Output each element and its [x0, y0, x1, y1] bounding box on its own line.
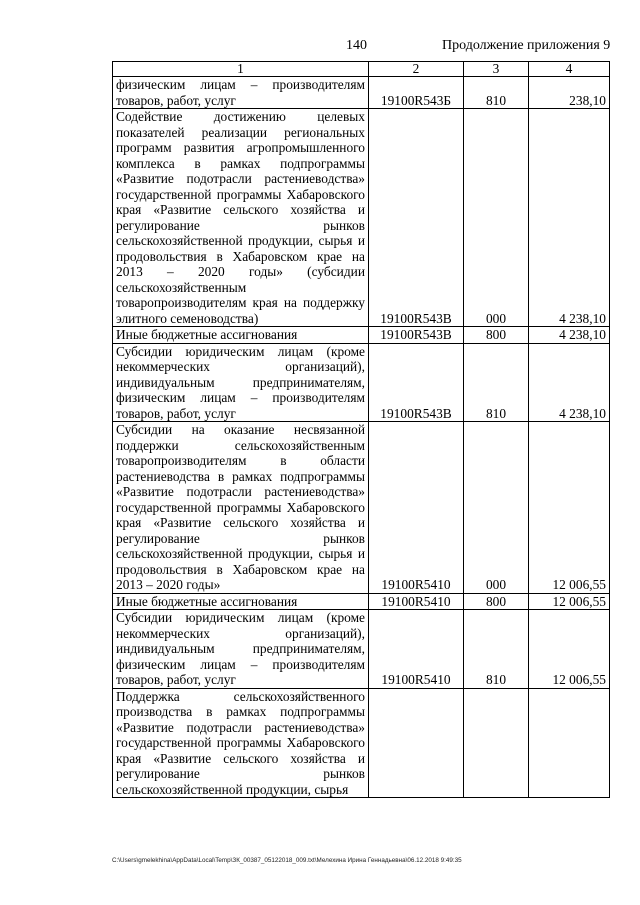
- table-row: [113, 343, 610, 422]
- row-amount: 12 006,55: [529, 422, 610, 594]
- table-row: [113, 688, 610, 798]
- row-type: 810: [464, 343, 529, 422]
- row-code: 19100R543В: [369, 343, 464, 422]
- row-name: Поддержка сельскохозяйственного производства в рамках подпрограммы «Развитие подотрасли растениеводства» государственной программы Хабаровского края «Развитие сельского хозяйства и регулирование рынков сельскохозяйственной продукции, сырья: [113, 688, 369, 798]
- row-code: [369, 688, 464, 798]
- row-amount: 12 006,55: [529, 593, 610, 610]
- row-type: 000: [464, 109, 529, 327]
- row-name: физическим лицам – производителям товаров, работ, услуг: [113, 77, 369, 109]
- row-name: Иные бюджетные ассигнования: [113, 593, 369, 610]
- row-code: 19100R5410: [369, 593, 464, 610]
- row-name: Иные бюджетные ассигнования: [113, 327, 369, 344]
- budget-table: [112, 61, 610, 798]
- row-name: Субсидии юридическим лицам (кроме некоммерческих организаций), индивидуальным предпринимателям, физическим лицам – производителям товаров, работ, услуг: [113, 343, 369, 422]
- row-code: 19100R5410: [369, 610, 464, 689]
- row-code: 19100R543В: [369, 109, 464, 327]
- row-amount: [529, 688, 610, 798]
- row-amount: 4 238,10: [529, 109, 610, 327]
- row-type: 800: [464, 327, 529, 344]
- row-amount: 238,10: [529, 77, 610, 109]
- row-amount: 4 238,10: [529, 327, 610, 344]
- row-amount: 4 238,10: [529, 343, 610, 422]
- table-header-row: [113, 62, 610, 77]
- column-header: 2: [369, 62, 464, 77]
- table-row: [113, 610, 610, 689]
- table-row: [113, 422, 610, 594]
- page-number: 140: [346, 38, 367, 53]
- row-name: Субсидии на оказание несвязанной поддержки сельскохозяйственным товаропроизводителям в области растениеводства в рамках подпрограммы «Развитие подотрасли растениеводства» государственной программы Хабаровского края «Развитие сельского хозяйства и регулирование рынков сельскохозяйственной продукции, сырья и продовольствия в Хабаровском крае на 2013 – 2020 годы»: [113, 422, 369, 594]
- row-amount: 12 006,55: [529, 610, 610, 689]
- row-type: 000: [464, 422, 529, 594]
- column-header: 3: [464, 62, 529, 77]
- row-code: 19100R543В: [369, 327, 464, 344]
- row-code: 19100R543Б: [369, 77, 464, 109]
- footer-file-path: C:\Users\gmelekhina\AppData\Local\Temp\ЗК_00387_05122018_009.txt\Мелехина Ирина Геннадьевна\06.12.2018 9:49:35: [112, 857, 462, 864]
- table-row: [113, 593, 610, 610]
- table-row: [113, 327, 610, 344]
- table-row: [113, 77, 610, 109]
- row-type: 810: [464, 77, 529, 109]
- table-row: [113, 109, 610, 327]
- row-type: 800: [464, 593, 529, 610]
- row-code: 19100R5410: [369, 422, 464, 594]
- column-header: 4: [529, 62, 610, 77]
- row-name: Субсидии юридическим лицам (кроме некоммерческих организаций), индивидуальным предпринимателям, физическим лицам – производителям товаров, работ, услуг: [113, 610, 369, 689]
- continuation-label: Продолжение приложения 9: [442, 38, 611, 53]
- row-type: 810: [464, 610, 529, 689]
- row-name: Содействие достижению целевых показателей реализации региональных программ развития агропромышленного комплекса в рамках подпрограммы «Развитие подотрасли растениеводства» государственной программы Хабаровского края «Развитие сельского хозяйства и регулирование рынков сельскохозяйственной продукции, сырья и продовольствия в Хабаровском крае на 2013 – 2020 годы» (субсидии сельскохозяйственным товаропроизводителям края на поддержку элитного семеноводства): [113, 109, 369, 327]
- column-header: 1: [113, 62, 369, 77]
- row-type: [464, 688, 529, 798]
